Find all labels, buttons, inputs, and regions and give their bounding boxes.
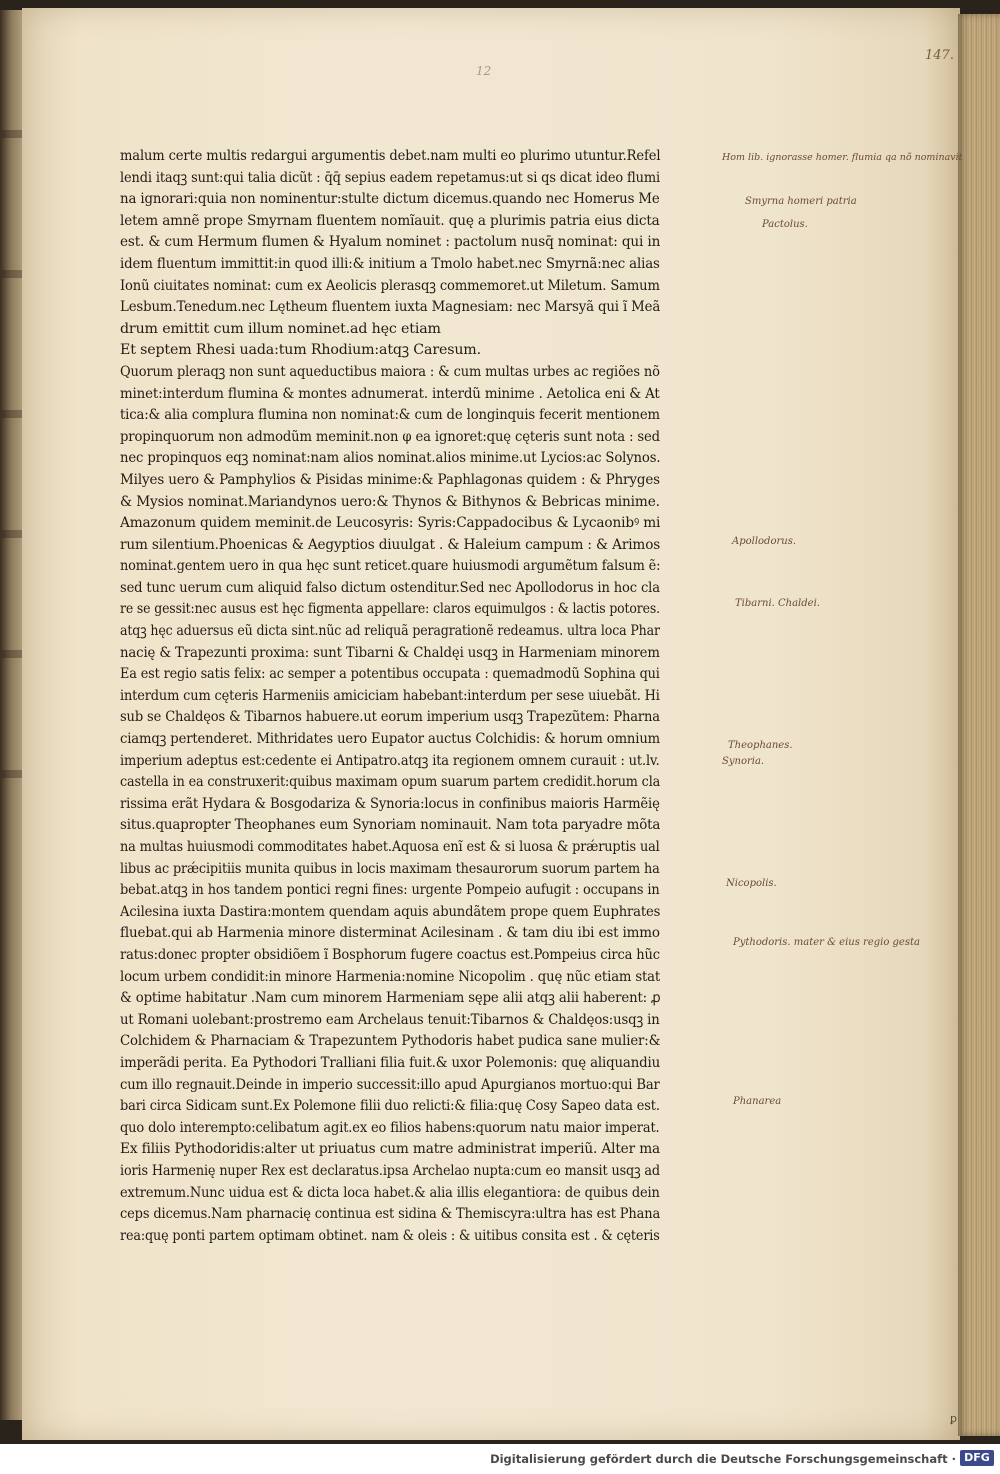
dfg-logo: DFG bbox=[960, 1450, 994, 1466]
text-line: situs.quapropter Theophanes eum Synoriam nominauit. Nam tota paryadre mõta bbox=[120, 817, 661, 834]
marginal-note: Tibarni. Chaldei. bbox=[735, 598, 820, 609]
text-line: interdum cum cęteris Harmeniis amiciciam habebant:interdum per sese uiuebãt. Hi bbox=[120, 687, 660, 704]
funding-credit: Digitalisierung gefördert durch die Deutsche Forschungsgemeinschaft · bbox=[490, 1452, 956, 1466]
marginal-note: Nicopolis. bbox=[726, 878, 777, 889]
text-line: letem amnẽ prope Smyrnam fluentem nomĩauit. quę a plurimis patria eius dicta bbox=[120, 212, 660, 229]
text-line: ut Romani uolebant:prostremo eam Archelaus tenuit:Tibarnos & Chaldęos:usqꝫ in bbox=[120, 1011, 660, 1028]
text-line: Ionũ ciuitates nominat: cum ex Aeolicis plerasqꝫ commemoret.ut Miletum. Samum bbox=[120, 277, 660, 294]
text-line: sed tunc uerum cum aliquid falso dictum ostenditur.Sed nec Apollodorus in hoc cla bbox=[120, 579, 660, 596]
text-line: Milyes uero & Pamphylios & Pisidas minime:& Paphlagonas quidem : & Phryges bbox=[120, 471, 660, 488]
text-line: na multas huiusmodi commoditates habet.Aquosa enĩ est & si luosa & prǽruptis ual bbox=[120, 839, 660, 855]
text-line: Ea est regio satis felix: ac semper a potentibus occupata : quemadmodũ Sophina qui bbox=[120, 666, 660, 683]
text-line: Et septem Rhesi uada:tum Rhodium:atqꝫ Caresum. bbox=[120, 342, 481, 359]
text-line: Quorum pleraqꝫ non sunt aqueductibus maiora : & cum multas urbes ac regiões nõ bbox=[120, 363, 660, 380]
text-line: ratus:donec propter obsidiõem ĩ Bosphorum fugere coactus est.Pompeius circa hũc bbox=[120, 946, 660, 963]
text-line: imperãdi perita. Ea Pythodori Tralliani filia fuit.& uxor Polemonis: quę aliquandiu bbox=[120, 1054, 661, 1071]
marginal-note: Smyrna homeri patria bbox=[745, 196, 857, 207]
text-line: imperium adeptus est:cedente ei Antipatro.atqꝫ ita regionem omnem curauit : ut.lv. bbox=[120, 752, 660, 769]
text-line: nec propinquos eqꝫ nominat:nam alios nominat.alios minime.ut Lycios:ac Solynos. bbox=[120, 450, 661, 467]
marginal-note: Apollodorus. bbox=[732, 536, 797, 547]
text-line: malum certe multis redargui argumentis debet.nam multi eo plurimo utuntur.Refel bbox=[120, 148, 661, 164]
text-line: bebat.atqꝫ in hos tandem pontici regni fines: urgente Pompeio aufugit : occupans in bbox=[120, 882, 660, 899]
digitization-footer bbox=[0, 1444, 1000, 1474]
folio-number: 147. bbox=[925, 48, 954, 63]
text-line: rea:quę ponti partem optimam obtinet. nam & oleis : & uitibus consita est . & cęteris bbox=[120, 1227, 660, 1244]
book-page-edges bbox=[958, 14, 1000, 1436]
pencil-page-number: 12 bbox=[476, 64, 492, 78]
text-line: Colchidem & Pharnaciam & Trapezuntem Pythodoris habet pudica sane mulier:& bbox=[120, 1033, 661, 1050]
text-line: ioris Harmenię nuper Rex est declaratus.ipsa Archelao nupta:cum eo mansit usqꝫ ad bbox=[120, 1162, 660, 1179]
text-line: idem fluentum immittit:in quod illi:& initium a Tmolo habet.nec Smyrnã:nec alias bbox=[120, 255, 660, 272]
marginal-note: Phanarea bbox=[733, 1096, 782, 1107]
text-line: extremum.Nunc uidua est & dicta loca habet.& alia illis elegantiora: de quibus dein bbox=[120, 1184, 660, 1201]
text-line: Lesbum.Tenedum.nec Lętheum fluentem iuxta Magnesiam: nec Marsyã qui ĩ Meã bbox=[120, 299, 661, 316]
text-line: quo dolo interempto:celibatum agit.ex eo filios habens:quorum natu maior imperat. bbox=[120, 1119, 660, 1136]
text-line: Amazonum quidem meminit.de Leucosyris: Syris:Cappadocibus & Lycaonibꝰ mi bbox=[120, 515, 661, 532]
text-line: castella in ea construxerit:quibus maximam opum suarum partem credidit.horum cla bbox=[120, 774, 661, 791]
text-line: locum urbem condidit:in minore Harmenia:nomine Nicopolim . quę nũc etiam stat bbox=[120, 968, 661, 985]
text-line: nominat.gentem uero in qua hęc sunt reticet.quare huiusmodi argumẽtum falsum ẽ: bbox=[120, 558, 661, 575]
text-line: sub se Chaldęos & Tibarnos habuere.ut eorum imperium usqꝫ Trapezũtem: Pharna bbox=[120, 709, 660, 726]
text-line: ciamqꝫ pertenderet. Mithridates uero Eupator auctus Colchidis: & horum omnium bbox=[120, 731, 661, 748]
text-line: cum illo regnauit.Deinde in imperio successit:illo apud Apurgianos mortuo:qui Bar bbox=[120, 1076, 660, 1093]
marginal-note: Theophanes. bbox=[728, 740, 793, 751]
text-line: Acilesina iuxta Dastira:montem quendam aquis abundãtem prope quem Euphrates bbox=[120, 903, 661, 920]
incunable-text-block bbox=[120, 146, 660, 1247]
marginal-note: Hom lib. ignorasse homer. flumia qa nõ nominavit bbox=[722, 152, 963, 163]
text-line: minet:interdum flumina & montes adnumerat. interdũ minime . Aetolica eni & At bbox=[120, 385, 660, 402]
text-line: ceps dicemus.Nam pharnacię continua est sidina & Themiscyra:ultra has est Phana bbox=[120, 1206, 661, 1223]
text-line: drum emittit cum illum nominet.ad hęc etiam bbox=[120, 320, 441, 337]
text-line: Ex filiis Pythodoridis:alter ut priuatus cum matre administrat imperiũ. Alter ma bbox=[120, 1141, 661, 1158]
text-line: & Mysios nominat.Mariandynos uero:& Thynos & Bithynos & Bebricas minime. bbox=[120, 493, 660, 510]
marginal-note: Synoria. bbox=[722, 756, 765, 767]
text-line: nacię & Trapezunti proxima: sunt Tibarni & Chaldęi usqꝫ in Harmeniam minorem bbox=[120, 644, 660, 661]
text-line: atqꝫ hęc aduersus eũ dicta sint.nũc ad reliquã peragrationẽ redeamus. ultra loca Phar bbox=[120, 623, 660, 640]
catchword-mark: ꝑ bbox=[950, 1412, 957, 1425]
text-line: propinquorum non admodũm meminit.non φ ea ignoret:quę cęteris sunt nota : sed bbox=[120, 428, 660, 445]
marginal-note: Pythodoris. mater & eius regio gesta bbox=[733, 937, 920, 948]
text-line: bari circa Sidicam sunt.Ex Polemone filii duo relicti:& filia:quę Cosy Sapeo data est. bbox=[120, 1098, 660, 1115]
text-line: & optime habitatur .Nam cum minorem Harmeniam sępe alii atqꝫ alii haberent: ꝓ bbox=[120, 990, 661, 1007]
text-line: rissima erãt Hydara & Bosgodariza & Synoria:locus in confinibus maioris Harmẽię bbox=[120, 795, 660, 812]
text-line: re se gessit:nec ausus est hęc figmenta appellare: claros equimulgos : & lactis potores. bbox=[120, 601, 660, 618]
text-line: lendi itaqꝫ sunt:qui talia dicũt : q̄q̄ sepius eadem repetamus:ut si qs dicat ideo flumi bbox=[120, 169, 660, 186]
text-line: rum silentium.Phoenicas & Aegyptios diuulgat . & Haleium campum : & Arimos bbox=[120, 536, 661, 553]
marginal-note: Pactolus. bbox=[762, 219, 808, 230]
text-line: fluebat.qui ab Harmenia minore disterminat Acilesinam . & tam diu ibi est immo bbox=[120, 925, 660, 942]
text-line: na ignorari:quia non nominentur:stulte dictum dicemus.quando nec Homerus Me bbox=[120, 191, 660, 208]
text-line: est. & cum Hermum flumen & Hyalum nominet : pactolum nusq̄ nominat: qui in bbox=[120, 234, 661, 251]
text-line: tica:& alia complura flumina non nominat:& cum de longinquis fecerit mentionem bbox=[120, 407, 660, 424]
text-line: libus ac prǽcipitiis munita quibus in locis maximam thesaurorum suorum partem ha bbox=[120, 860, 660, 877]
